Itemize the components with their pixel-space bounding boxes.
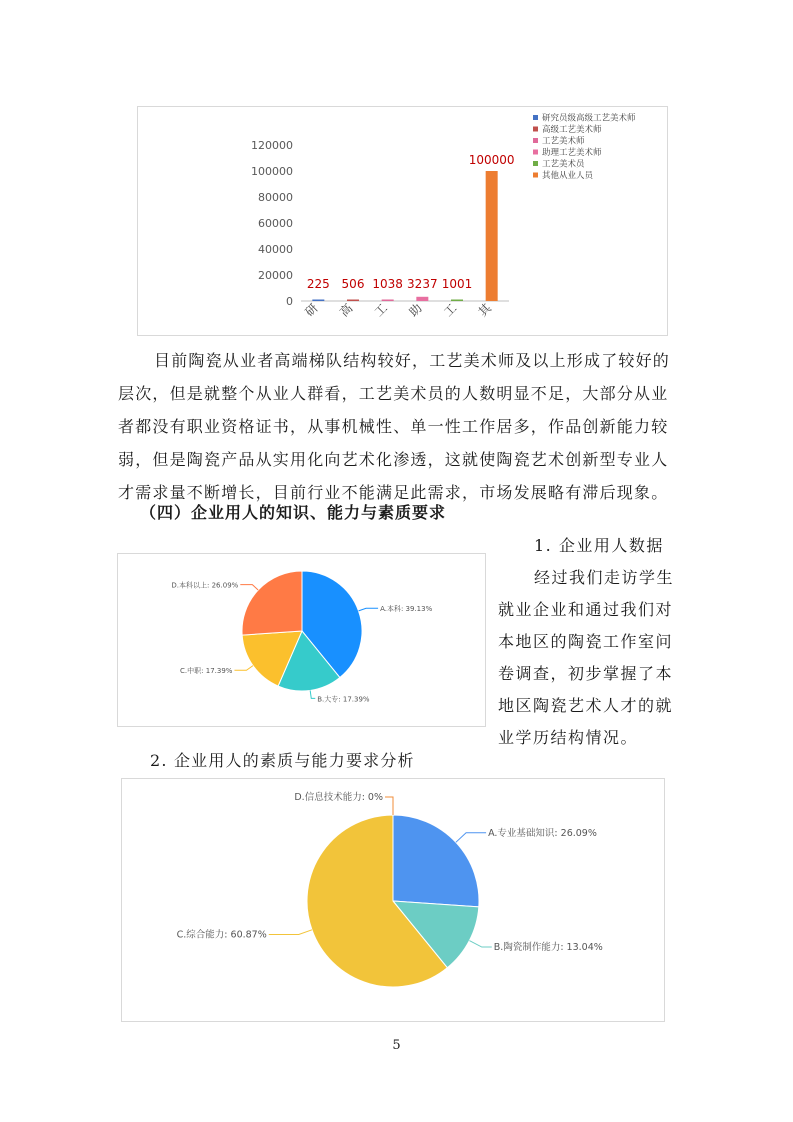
legend-label: 其他从业人员 (542, 171, 594, 181)
data-label: 225 (306, 277, 330, 291)
ability-pie-chart (122, 779, 664, 1021)
y-tick-label: 0 (286, 295, 293, 308)
bar-chart (138, 107, 667, 335)
data-label: 100000 (468, 153, 515, 167)
x-tick-label: 其 (475, 300, 495, 320)
legend-label: 工艺美术师 (542, 136, 585, 147)
slice-label: C.综合能力: 60.87% (176, 929, 267, 941)
bar (312, 300, 324, 302)
y-tick-label: 20000 (258, 269, 293, 282)
legend-swatch (533, 127, 538, 132)
slice-label: D.信息技术能力: 0% (294, 792, 383, 803)
leader-line (269, 930, 312, 935)
legend-swatch (533, 138, 538, 143)
paragraph-talent-structure: 目前陶瓷从业者高端梯队结构较好，工艺美术师及以上形成了较好的层次，但是就整个从业人群看，工艺美术员的人数明显不足，大部分从业者都没有职业资格证书，从事机械性、单一性工作居多，作品创新能力较弱，但是陶瓷产品从实用化向艺术化渗透，这就使陶瓷艺术创新型专业人才需求量不断增长，目前行业不能满足此需求，市场发展略有滞后现象。 (118, 351, 671, 502)
legend-swatch (533, 115, 538, 120)
y-tick-label: 40000 (258, 243, 293, 256)
x-tick-label: 研 (302, 300, 321, 320)
slice-label: A.专业基础知识: 26.09% (488, 827, 597, 839)
education-pie-chart (118, 554, 485, 726)
bar (347, 300, 359, 302)
slice-label: A.本科: 39.13% (380, 605, 433, 614)
y-tick-label: 80000 (258, 191, 293, 204)
leader-line (234, 666, 253, 671)
legend-label: 高级工艺美术师 (542, 125, 602, 135)
sub-heading-1: 1. 企业用人数据 (534, 536, 664, 555)
bar (486, 171, 498, 301)
slice-label: C.中职: 17.39% (180, 667, 233, 676)
leader-line (310, 690, 315, 698)
bar (451, 300, 463, 302)
leader-line (469, 941, 491, 947)
bar (416, 297, 428, 301)
pie-slice (242, 571, 302, 635)
leader-line (359, 608, 379, 611)
x-tick-label: 工 (440, 300, 460, 320)
x-tick-label: 高 (336, 300, 356, 320)
sub-heading-2: 2. 企业用人的素质与能力要求分析 (150, 751, 415, 770)
section-heading-4: （四）企业用人的知识、能力与素质要求 (140, 503, 447, 522)
legend-label: 研究员级高级工艺美术师 (542, 113, 636, 124)
page-number: 5 (392, 1038, 401, 1053)
education-pie-frame (117, 553, 486, 727)
data-label: 1001 (441, 277, 473, 291)
leader-line (385, 797, 393, 815)
data-label: 1038 (372, 277, 403, 291)
x-tick-label: 助 (406, 300, 425, 320)
y-tick-label: 60000 (258, 217, 293, 230)
y-tick-label: 120000 (251, 139, 293, 152)
ability-pie-frame (121, 778, 665, 1022)
legend-swatch (533, 161, 538, 166)
data-label: 506 (341, 277, 365, 291)
data-label: 3237 (407, 277, 438, 291)
x-tick-label: 工 (371, 300, 391, 320)
pie-slice (393, 815, 479, 907)
legend-label: 工艺美术员 (542, 159, 585, 170)
legend-swatch (533, 173, 538, 178)
slice-label: D.本科以上: 26.09% (171, 581, 239, 590)
legend-swatch (533, 150, 538, 155)
bar (382, 300, 394, 302)
legend-label: 助理工艺美术师 (542, 148, 602, 158)
leader-line (456, 833, 486, 843)
slice-label: B.陶瓷制作能力: 13.04% (493, 942, 603, 954)
slice-label: B.大专: 17.39% (317, 695, 370, 704)
bar-chart-frame (137, 106, 668, 336)
leader-line (240, 585, 258, 590)
paragraph-survey: 经过我们走访学生就业企业和通过我们对本地区的陶瓷工作室问卷调查，初步掌握了本地区陶瓷艺术人才的就业学历结构情况。 (498, 568, 675, 747)
y-tick-label: 100000 (251, 165, 293, 178)
